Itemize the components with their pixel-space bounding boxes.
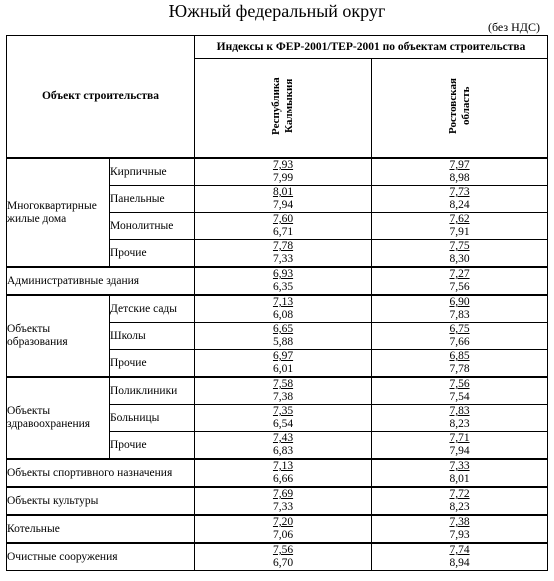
- value-cell-rostov: [372, 487, 548, 515]
- index-value-bottom: 8,98: [449, 172, 470, 184]
- value-cell-kalmykia: [195, 487, 372, 515]
- value-cell-rostov: [372, 186, 548, 213]
- index-value-top: 8,01: [272, 186, 294, 198]
- index-value-bottom: 7,83: [449, 309, 470, 321]
- value-cell-rostov: [372, 295, 548, 323]
- index-value-top: 7,43: [272, 432, 294, 444]
- index-value-bottom: 8,30: [449, 253, 470, 265]
- index-value-bottom: 7,66: [449, 336, 470, 348]
- value-cell-rostov: [372, 350, 548, 378]
- index-value-top: 7,58: [272, 378, 294, 390]
- table-row: [7, 377, 548, 405]
- index-value-top: 7,13: [272, 296, 294, 308]
- table-row: [7, 459, 548, 487]
- value-cell-kalmykia: [195, 240, 372, 268]
- index-value-top: 6,90: [449, 296, 470, 308]
- value-cell-kalmykia: [195, 295, 372, 323]
- table-row: [7, 295, 548, 323]
- vat-note: (без НДС): [487, 20, 540, 34]
- subcategory-cell: Панельные: [110, 186, 195, 213]
- value-cell-rostov: [372, 515, 548, 543]
- category-cell: Котельные: [7, 515, 195, 543]
- index-value-bottom: 7,54: [449, 391, 470, 403]
- header-indices: Индексы к ФЕР-2001/ТЕР-2001 по объектам строительства: [195, 36, 548, 59]
- subcategory-cell: Прочие: [110, 240, 195, 268]
- index-value-bottom: 7,94: [449, 445, 470, 457]
- value-cell-kalmykia: [195, 158, 372, 186]
- index-value-bottom: 7,06: [272, 529, 294, 541]
- value-cell-rostov: [372, 377, 548, 405]
- index-value-bottom: 6,08: [272, 309, 294, 321]
- index-value-bottom: 7,38: [272, 391, 294, 403]
- index-value-bottom: 8,94: [449, 557, 470, 569]
- index-value-top: 7,71: [449, 432, 470, 444]
- subcategory-cell: Прочие: [110, 350, 195, 378]
- value-cell-kalmykia: [195, 323, 372, 350]
- index-value-bottom: 6,66: [272, 473, 294, 485]
- index-value-bottom: 6,35: [272, 281, 294, 293]
- index-value-bottom: 5,88: [272, 336, 294, 348]
- value-cell-kalmykia: [195, 459, 372, 487]
- category-cell: Очистные сооружения: [7, 543, 195, 571]
- value-cell-kalmykia: [195, 213, 372, 240]
- value-cell-rostov: [372, 459, 548, 487]
- index-value-top: 7,60: [272, 213, 294, 225]
- category-cell: Многоквартирные жилые дома: [7, 158, 110, 267]
- index-value-top: 6,85: [449, 350, 470, 362]
- index-value-top: 6,75: [449, 323, 470, 335]
- index-value-bottom: 8,01: [449, 473, 470, 485]
- index-value-bottom: 7,33: [272, 501, 294, 513]
- value-cell-rostov: [372, 240, 548, 268]
- value-cell-kalmykia: [195, 432, 372, 460]
- index-value-bottom: 8,24: [449, 199, 470, 211]
- index-value-top: 7,35: [272, 405, 294, 417]
- value-cell-rostov: [372, 405, 548, 432]
- header-object: Объект строительства: [7, 36, 195, 159]
- subcategory-cell: Поликлиники: [110, 377, 195, 405]
- index-value-top: 7,78: [272, 240, 294, 252]
- header-region-rostov: [372, 59, 548, 159]
- table-row: [7, 515, 548, 543]
- region-label: Ростовская область: [446, 78, 472, 134]
- value-cell-kalmykia: [195, 405, 372, 432]
- value-cell-kalmykia: [195, 267, 372, 295]
- index-value-bottom: 7,93: [449, 529, 470, 541]
- index-value-bottom: 6,70: [272, 557, 294, 569]
- index-value-top: 7,13: [272, 460, 294, 472]
- subcategory-cell: Монолитные: [110, 213, 195, 240]
- index-value-bottom: 7,33: [272, 253, 294, 265]
- table-row: [7, 158, 548, 186]
- index-value-top: 7,33: [449, 460, 470, 472]
- index-value-bottom: 7,56: [449, 281, 470, 293]
- index-value-bottom: 6,01: [272, 363, 294, 375]
- table-row: [7, 487, 548, 515]
- index-value-top: 7,20: [272, 516, 294, 528]
- value-cell-kalmykia: [195, 543, 372, 571]
- index-value-bottom: 6,54: [272, 418, 294, 430]
- value-cell-rostov: [372, 432, 548, 460]
- table-row: [7, 267, 548, 295]
- category-cell: Объекты спортивного назначения: [7, 459, 195, 487]
- index-value-top: 7,56: [272, 544, 294, 556]
- index-value-bottom: 8,23: [449, 501, 470, 513]
- value-cell-rostov: [372, 213, 548, 240]
- category-cell: Объекты культуры: [7, 487, 195, 515]
- value-cell-kalmykia: [195, 350, 372, 378]
- index-value-top: 7,74: [449, 544, 470, 556]
- category-cell: Административные здания: [7, 267, 195, 295]
- subcategory-cell: Детские сады: [110, 295, 195, 323]
- index-value-bottom: 7,94: [272, 199, 294, 211]
- value-cell-rostov: [372, 158, 548, 186]
- index-value-bottom: 8,23: [449, 418, 470, 430]
- index-value-top: 7,56: [449, 378, 470, 390]
- value-cell-kalmykia: [195, 377, 372, 405]
- index-value-top: 7,72: [449, 488, 470, 500]
- index-value-top: 7,97: [449, 159, 470, 171]
- index-value-top: 6,97: [272, 350, 294, 362]
- value-cell-rostov: [372, 267, 548, 295]
- index-value-top: 7,38: [449, 516, 470, 528]
- value-cell-rostov: [372, 543, 548, 571]
- index-value-top: 7,69: [272, 488, 294, 500]
- index-value-bottom: 6,71: [272, 226, 294, 238]
- index-value-bottom: 7,78: [449, 363, 470, 375]
- category-cell: Объекты образования: [7, 295, 110, 377]
- page-title: Южный федеральный округ: [168, 1, 386, 21]
- index-value-top: 6,65: [272, 323, 294, 335]
- index-value-top: 7,93: [272, 159, 294, 171]
- index-value-top: 7,73: [449, 186, 470, 198]
- subcategory-cell: Больницы: [110, 405, 195, 432]
- table-row: [7, 543, 548, 571]
- value-cell-kalmykia: [195, 186, 372, 213]
- subcategory-cell: Школы: [110, 323, 195, 350]
- index-value-top: 7,27: [449, 268, 470, 280]
- value-cell-rostov: [372, 323, 548, 350]
- subcategory-cell: Прочие: [110, 432, 195, 460]
- index-value-bottom: 7,99: [272, 172, 294, 184]
- region-label: Республика Калмыкия: [270, 77, 296, 135]
- index-value-top: 7,62: [449, 213, 470, 225]
- index-value-bottom: 6,83: [272, 445, 294, 457]
- subcategory-cell: Кирпичные: [110, 158, 195, 186]
- index-value-top: 7,75: [449, 240, 470, 252]
- index-value-top: 7,83: [449, 405, 470, 417]
- value-cell-kalmykia: [195, 515, 372, 543]
- category-cell: Объекты здравоохранения: [7, 377, 110, 459]
- index-value-bottom: 7,91: [449, 226, 470, 238]
- index-value-top: 6,93: [272, 268, 294, 280]
- header-region-kalmykia: [195, 59, 372, 159]
- indices-table: [6, 35, 548, 571]
